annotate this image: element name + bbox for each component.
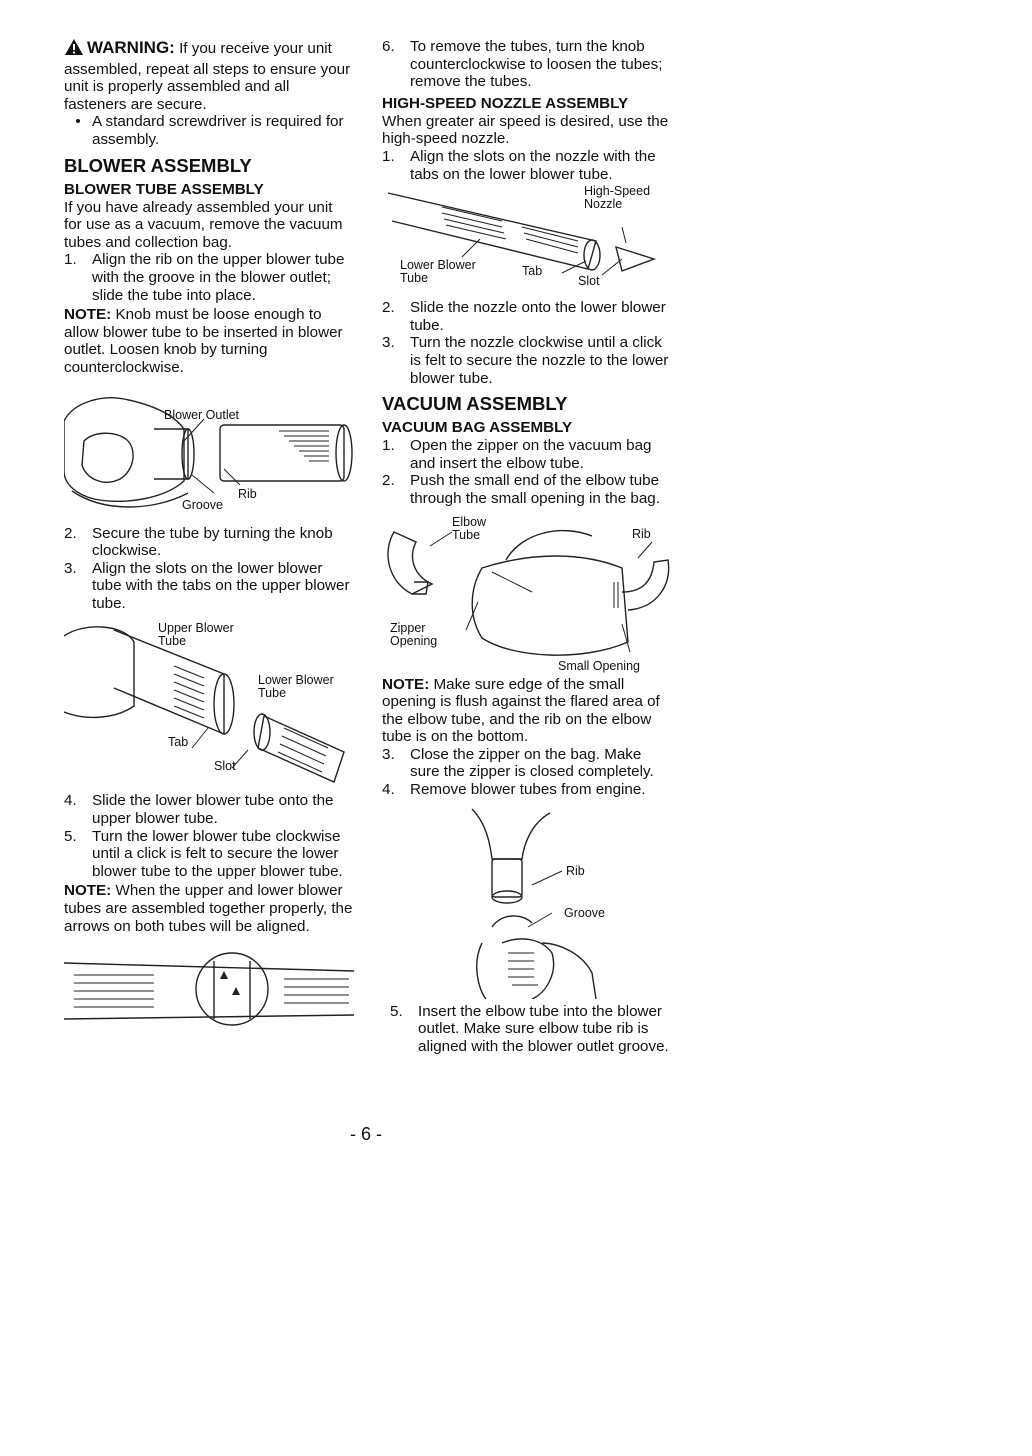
elbow-install-illustration xyxy=(382,803,672,999)
bag-step-3 xyxy=(382,746,672,781)
blower-step-6 xyxy=(382,38,672,91)
blower-assembly-heading: BLOWER ASSEMBLY xyxy=(64,154,252,176)
bag-step-4 xyxy=(382,781,672,799)
step-text: Align the slots on the lower blower tube with the tabs on the upper blower tube. xyxy=(92,559,350,612)
bag-step-1 xyxy=(382,437,672,472)
note-2 xyxy=(64,882,354,935)
label-elbow-tube: Elbow Tube xyxy=(452,514,487,542)
blower-step-5 xyxy=(64,828,354,881)
step-number: 3. xyxy=(382,745,395,763)
step-number: 4. xyxy=(64,792,77,810)
warning-text: If you receive your unit assembled, repeat all steps to ensure your unit is properly assembled and all fasteners are secure. xyxy=(64,40,351,113)
warning-triangle-icon xyxy=(64,38,84,61)
step-number: 2. xyxy=(382,472,395,490)
label-lower-blower-tube: Lower Blower Tube xyxy=(258,673,334,701)
step-text: Secure the tube by turning the knob clockwise. xyxy=(92,524,333,560)
note-label: NOTE: xyxy=(64,306,112,324)
nozzle-intro: When greater air speed is desired, use the high-speed nozzle. xyxy=(382,112,669,148)
arrows-aligned-illustration xyxy=(64,949,354,1029)
warning-label: WARNING: xyxy=(87,38,175,57)
step-number: 3. xyxy=(64,559,77,577)
bag-step-5 xyxy=(390,1003,672,1056)
label-high-speed-nozzle: High-Speed Nozzle xyxy=(584,184,651,212)
bullet-item xyxy=(64,113,354,148)
blower-tube-heading: BLOWER TUBE ASSEMBLY xyxy=(64,180,264,198)
step-number: 4. xyxy=(382,781,395,799)
warning-paragraph xyxy=(64,38,354,113)
label-rib: Rib xyxy=(632,526,651,541)
elbow-install-figure xyxy=(382,803,672,999)
label-upper-blower-tube: Upper Blower Tube xyxy=(158,621,234,649)
vacuum-assembly-heading: VACUUM ASSEMBLY xyxy=(382,393,568,415)
note-text: When the upper and lower blower tubes are assembled together properly, the arrows on both tubes will be aligned. xyxy=(64,882,353,935)
label-slot: Slot xyxy=(214,759,236,774)
label-rib: Rib xyxy=(238,486,257,501)
step-text: Align the rib on the upper blower tube with the groove in the blower outlet; slide the tube into place. xyxy=(92,251,345,304)
label-slot: Slot xyxy=(578,274,600,289)
bag-step-2 xyxy=(382,472,672,507)
step-number: 3. xyxy=(382,334,395,352)
note-label: NOTE: xyxy=(382,675,430,693)
step-number: 1. xyxy=(64,251,77,269)
note-3 xyxy=(382,676,672,746)
note-text: Make sure edge of the small opening is flush against the flared area of the elbow tube, and the rib on the elbow tube is on the bottom. xyxy=(382,675,660,746)
label-groove: Groove xyxy=(564,905,605,920)
step-text: Turn the lower blower tube clockwise until a click is felt to secure the lower blower tube to the upper blower tube. xyxy=(92,827,343,880)
label-zipper-opening: Zipper Opening xyxy=(390,620,438,648)
step-number: 6. xyxy=(382,38,395,55)
step-text: Turn the nozzle clockwise until a click is felt to secure the nozzle to the lower blower tube. xyxy=(410,334,669,387)
label-blower-outlet: Blower Outlet xyxy=(164,407,240,422)
arrows-aligned-figure xyxy=(64,949,354,1029)
left-column xyxy=(64,38,354,1033)
label-small-opening: Small Opening xyxy=(558,658,640,673)
nozzle-figure xyxy=(382,184,672,295)
label-lower-blower-tube: Lower Blower Tube xyxy=(400,258,476,286)
label-tab: Tab xyxy=(168,735,189,750)
nozzle-step-3 xyxy=(382,334,672,387)
blower-step-2 xyxy=(64,525,354,560)
vacuum-bag-heading: VACUUM BAG ASSEMBLY xyxy=(382,419,573,437)
label-tab: Tab xyxy=(522,264,543,279)
step-number: 2. xyxy=(64,524,77,542)
nozzle-step-2 xyxy=(382,299,672,334)
step-text: Open the zipper on the vacuum bag and insert the elbow tube. xyxy=(410,437,652,472)
blower-intro: If you have already assembled your unit for use as a vacuum, remove the vacuum tubes and collection bag. xyxy=(64,198,343,251)
step-number: 1. xyxy=(382,147,395,165)
label-rib: Rib xyxy=(566,863,585,878)
step-text: Align the slots on the nozzle with the tabs on the lower blower tube. xyxy=(410,147,656,183)
blower-step-1 xyxy=(64,251,354,304)
step-number: 5. xyxy=(64,827,77,845)
bullet-dot-icon: • xyxy=(75,113,81,131)
bullet-text: A standard screwdriver is required for assembly. xyxy=(92,113,344,148)
label-groove: Groove xyxy=(182,497,223,512)
step-number: 2. xyxy=(382,299,395,317)
page-number: - 6 - xyxy=(349,1124,382,1144)
step-text: To remove the tubes, turn the knob counterclockwise to loosen the tubes; remove the tubes. xyxy=(410,38,663,91)
note-label: NOTE: xyxy=(64,882,112,900)
right-column xyxy=(382,38,672,1055)
note-1 xyxy=(64,306,354,376)
blower-step-3 xyxy=(64,560,354,613)
nozzle-step-1 xyxy=(382,148,672,183)
tube-tab-figure xyxy=(64,616,354,788)
blower-step-4 xyxy=(64,792,354,827)
vacuum-bag-illustration xyxy=(382,512,672,672)
blower-outlet-figure xyxy=(64,381,354,521)
step-number: 5. xyxy=(390,1002,403,1020)
step-text: Slide the nozzle onto the lower blower tube. xyxy=(410,299,666,334)
step-text: Push the small end of the elbow tube through the small opening in the bag. xyxy=(410,472,660,507)
step-text: Insert the elbow tube into the blower outlet. Make sure elbow tube rib is aligned with the blower outlet groove. xyxy=(418,1002,669,1055)
step-text: Close the zipper on the bag. Make sure the zipper is closed completely. xyxy=(410,745,654,781)
step-text: Slide the lower blower tube onto the upper blower tube. xyxy=(92,792,334,828)
nozzle-heading: HIGH-SPEED NOZZLE ASSEMBLY xyxy=(382,94,629,112)
step-text: Remove blower tubes from engine. xyxy=(410,781,646,799)
step-number: 1. xyxy=(382,437,395,455)
note-text: Knob must be loose enough to allow blower tube to be inserted in blower outlet. Loosen knob by turning counterclockwise. xyxy=(64,306,343,376)
vacuum-bag-figure xyxy=(382,512,672,672)
